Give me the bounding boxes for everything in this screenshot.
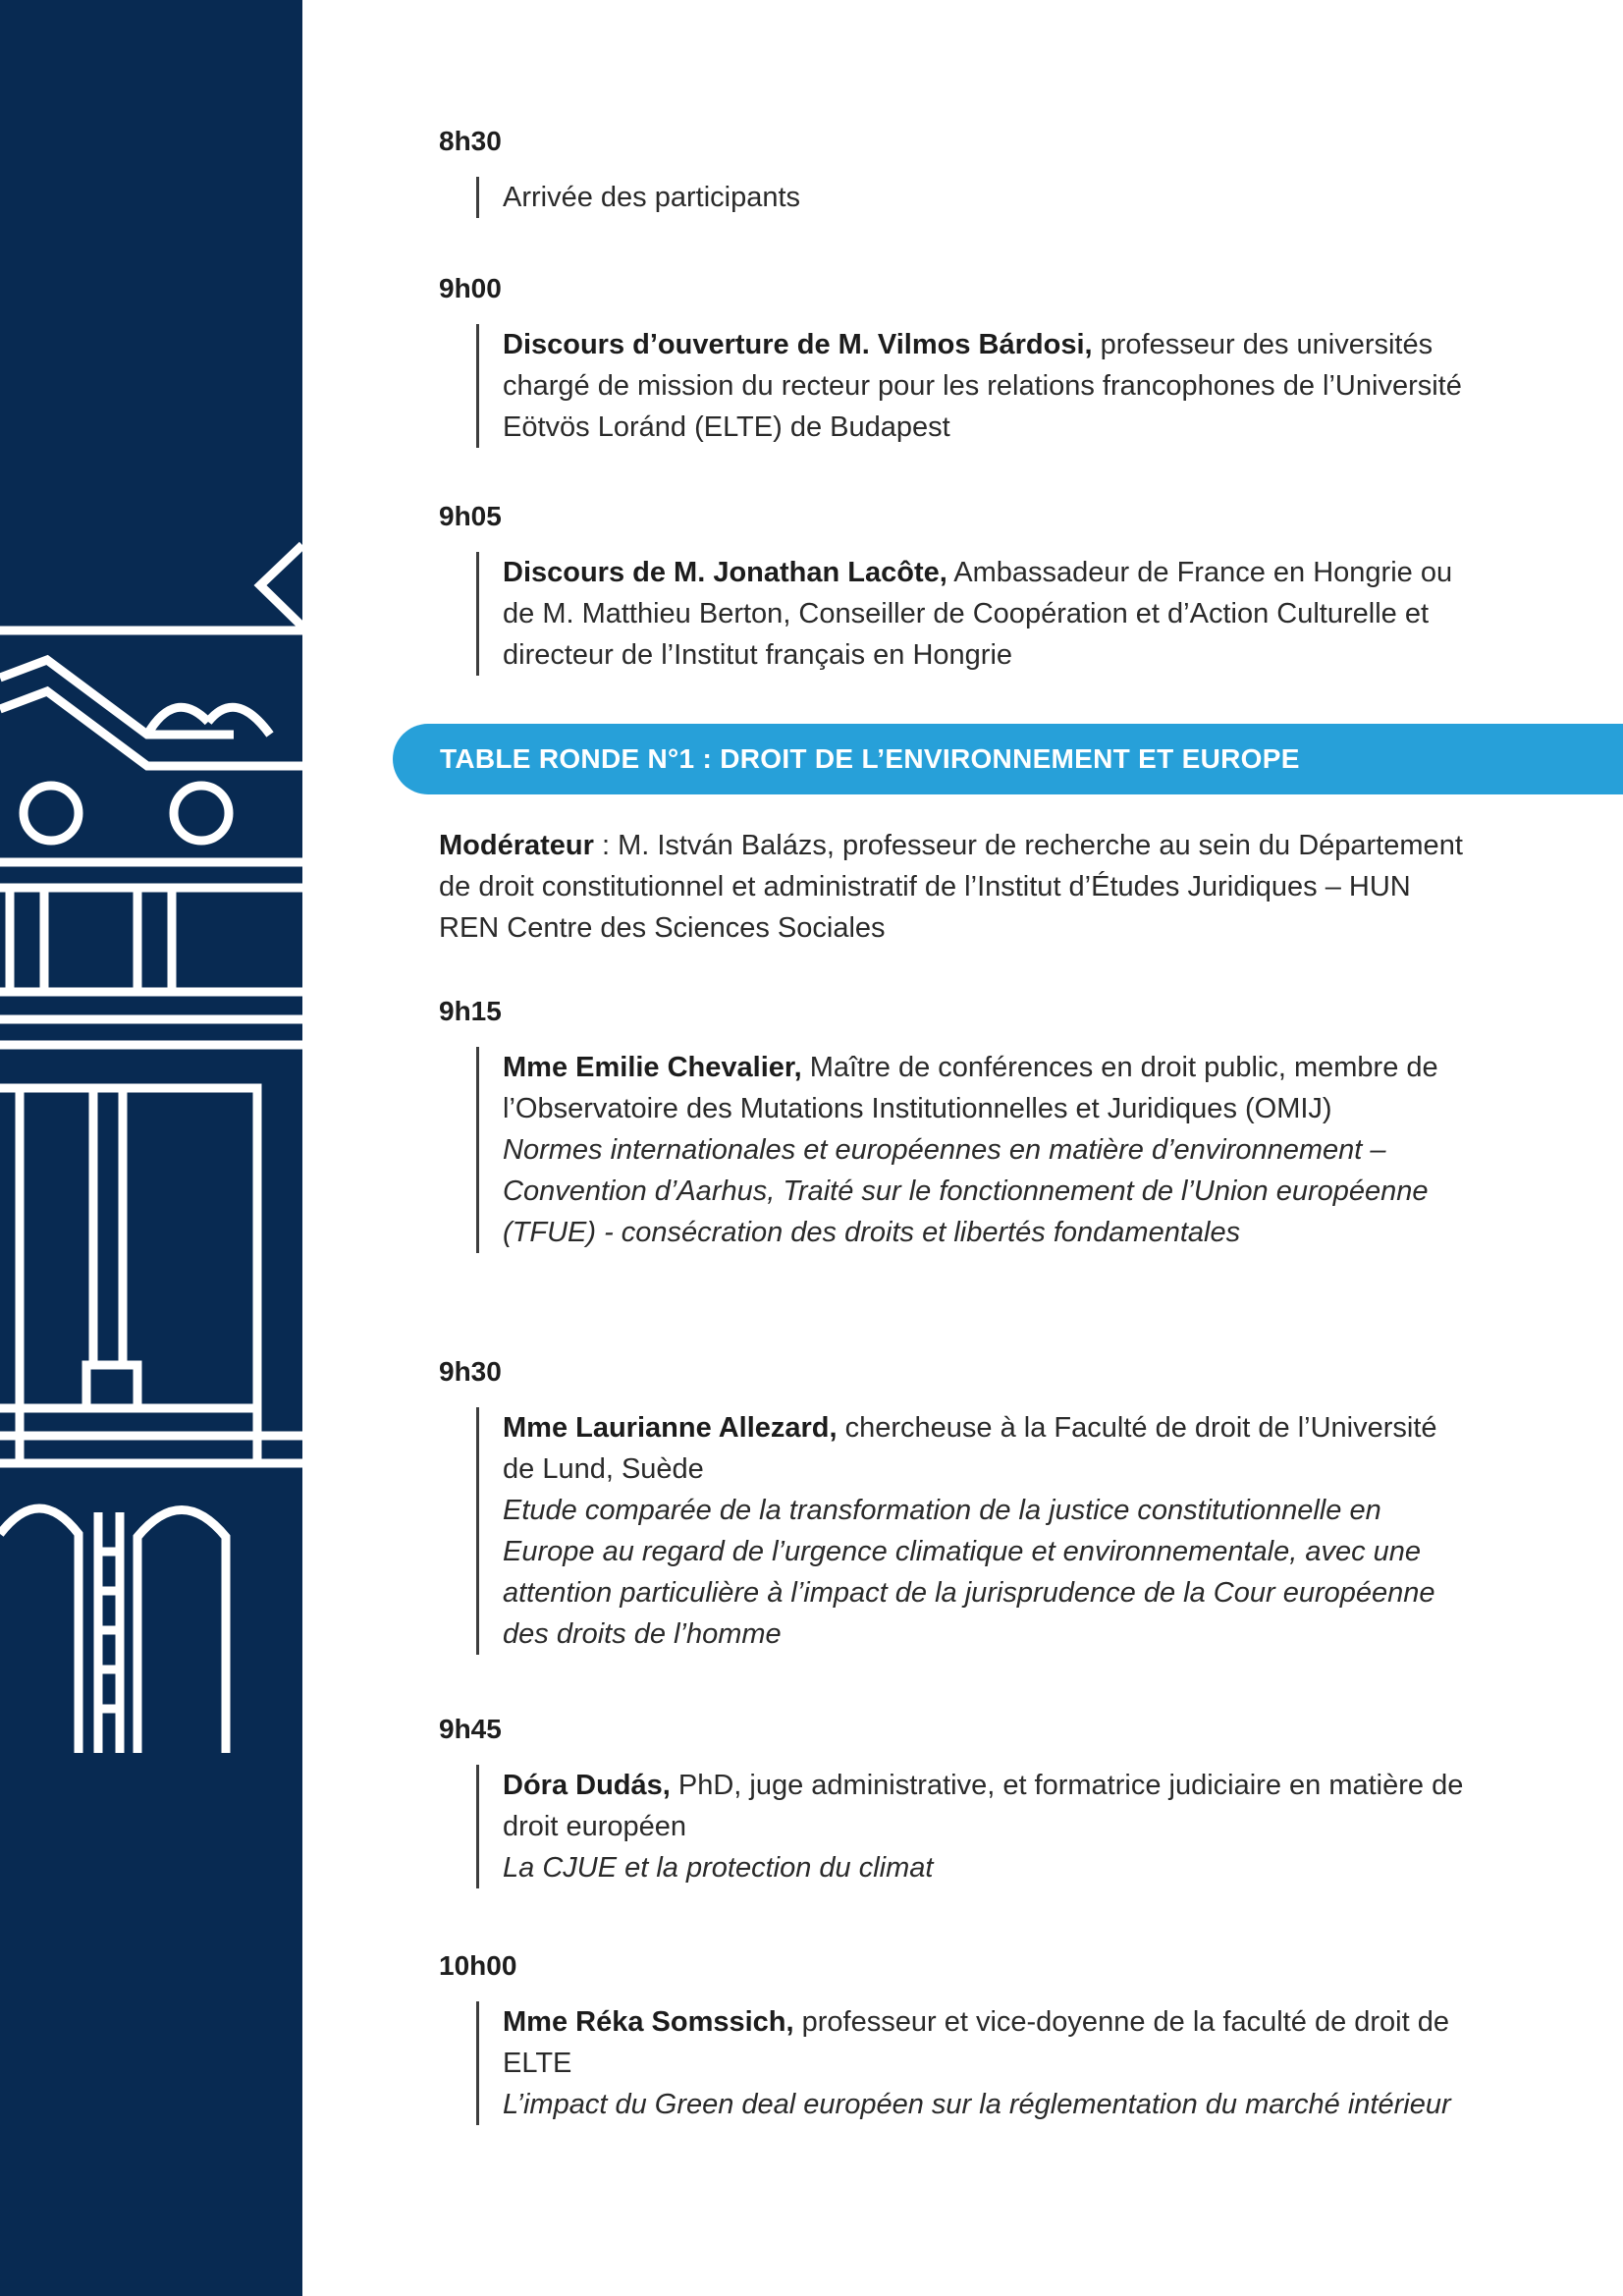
schedule-entry: [476, 324, 1475, 448]
schedule-entry: [476, 1407, 1475, 1655]
moderator-text: : M. István Balázs, professeur de recherche au sein du Département de droit constitutionnel et administratif de l’Institut d’Études Juridiques – HUN REN Centre des Sciences Sociales: [439, 830, 1463, 944]
talk-topic: Normes internationales et européennes en matière d’environnement – Convention d’Aarhus, Traité sur le fonctionnement de l’Union européenne (TFUE) - consécration des droits et libertés fondamentales: [503, 1134, 1429, 1248]
schedule-entry: [476, 177, 1475, 218]
entry-text: professeur des universités chargé de mission du recteur pour les relations francophones de l’Université Eötvös Loránd (ELTE) de Budapest: [503, 329, 1462, 443]
speaker-name: Discours de M. Jonathan Lacôte,: [503, 557, 947, 588]
time-label: 9h30: [439, 1356, 502, 1387]
schedule-entry: [476, 1047, 1475, 1253]
time-label: 9h45: [439, 1714, 502, 1744]
building-facade-icon: [0, 0, 302, 2296]
entry-text: professeur et vice-doyenne de la faculté de droit de ELTE: [503, 2006, 1449, 2079]
entry-text: Ambassadeur de France en Hongrie ou de M. Matthieu Berton, Conseiller de Coopération et d’Action Culturelle et directeur de l’Institut français en Hongrie: [503, 557, 1453, 671]
speaker-name: Discours d’ouverture de M. Vilmos Bárdosi,: [503, 329, 1093, 360]
time-label: 9h15: [439, 996, 502, 1026]
sidebar-panel: [0, 0, 302, 2296]
schedule-entry: [476, 552, 1475, 676]
speaker-name: Dóra Dudás,: [503, 1770, 671, 1801]
moderator-block: [439, 825, 1470, 949]
schedule-entry: [476, 2001, 1475, 2125]
entry-text: Arrivée des participants: [503, 182, 801, 213]
moderator-label: Modérateur: [439, 830, 594, 861]
talk-topic: Etude comparée de la transformation de la justice constitutionnelle en Europe au regard de l’urgence climatique et environnementale, avec une attention particulière à l’impact de la jurisprudence de la Cour européenne des droits de l’homme: [503, 1495, 1435, 1650]
speaker-name: Mme Laurianne Allezard,: [503, 1412, 838, 1444]
time-label: 9h05: [439, 501, 502, 531]
entry-text: PhD, juge administrative, et formatrice judiciaire en matière de droit européen: [503, 1770, 1464, 1842]
schedule-entry: [476, 1765, 1475, 1888]
entry-text: Maître de conférences en droit public, membre de l’Observatoire des Mutations Institutionnelles et Juridiques (OMIJ): [503, 1052, 1438, 1124]
speaker-name: Mme Réka Somssich,: [503, 2006, 794, 2038]
time-label: 9h00: [439, 273, 502, 303]
speaker-name: Mme Emilie Chevalier,: [503, 1052, 802, 1083]
round-table-title: TABLE RONDE N°1 : DROIT DE L’ENVIRONNEMENT ET EUROPE: [440, 743, 1300, 774]
time-label: 10h00: [439, 1950, 517, 1981]
time-label: 8h30: [439, 126, 502, 156]
talk-topic: L’impact du Green deal européen sur la réglementation du marché intérieur: [503, 2089, 1451, 2120]
talk-topic: La CJUE et la protection du climat: [503, 1852, 934, 1884]
entry-text: chercheuse à la Faculté de droit de l’Université de Lund, Suède: [503, 1412, 1437, 1485]
round-table-banner: [393, 724, 1623, 794]
